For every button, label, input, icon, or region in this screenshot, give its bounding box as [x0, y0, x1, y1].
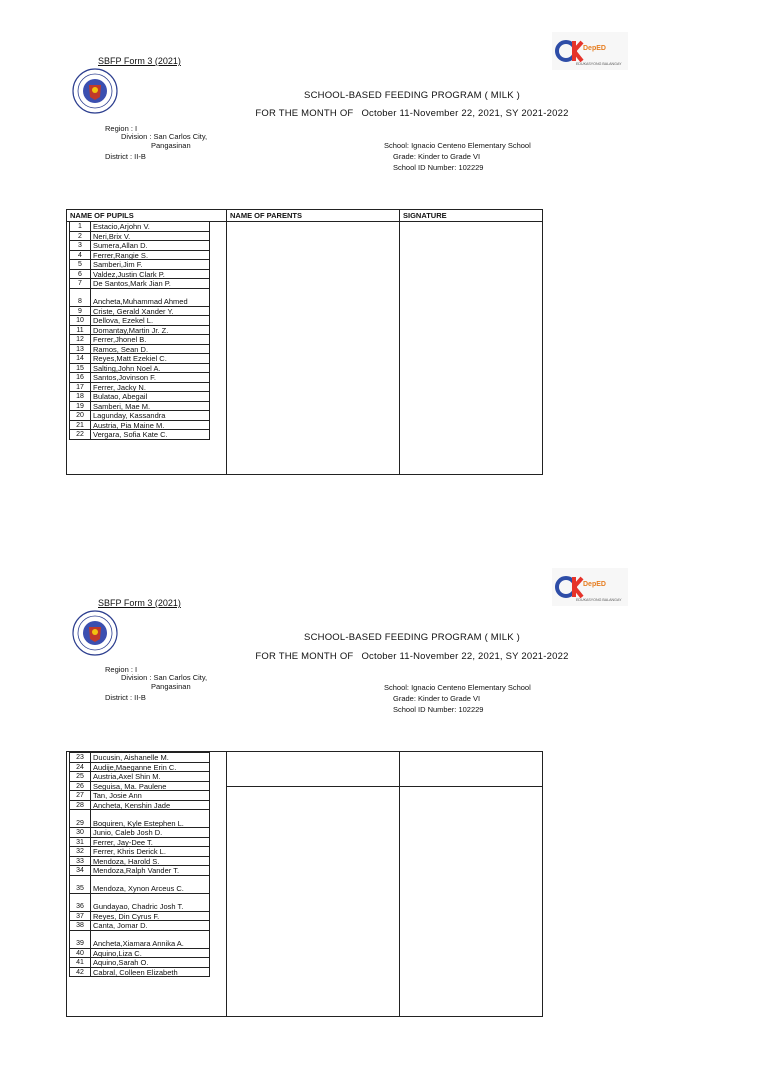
row-number: 15 [70, 363, 91, 373]
month-prefix: FOR THE MONTH OF [255, 108, 354, 119]
pupil-name: Ferrer,Jhonel B. [91, 335, 210, 345]
table-row [70, 781, 210, 791]
pupil-name: Bulatao, Abegail [91, 392, 210, 402]
pupil-name: Gundayao, Chadric Josh T. [91, 893, 210, 911]
pupil-name: Ramos, Sean D. [91, 344, 210, 354]
table-row [70, 967, 210, 977]
table-row [70, 847, 210, 857]
row-number: 25 [70, 772, 91, 782]
row-number: 8 [70, 288, 91, 306]
table-row [70, 930, 210, 948]
table-row [70, 288, 210, 306]
form-title: SBFP Form 3 (2021) [98, 56, 181, 66]
table-row [70, 837, 210, 847]
row-number: 30 [70, 828, 91, 838]
table-row [70, 392, 210, 402]
row-number: 37 [70, 911, 91, 921]
district-label: District : II-B [105, 693, 146, 702]
pupil-name: Ancheta,Xiamara Annika A. [91, 930, 210, 948]
logo-subtext: EDUKASYONG BALANGAY [576, 62, 622, 66]
table-row [70, 828, 210, 838]
pupil-name: Austria, Pia Maine M. [91, 420, 210, 430]
pupil-name: Mendoza, Xynon Arceus C. [91, 875, 210, 893]
row-number: 12 [70, 335, 91, 345]
month-prefix: FOR THE MONTH OF [255, 651, 354, 662]
table-row [70, 762, 210, 772]
region-label: Region : I [105, 665, 138, 674]
pupil-name: Reyes, Din Cyrus F. [91, 911, 210, 921]
row-number: 7 [70, 279, 91, 289]
row-number: 14 [70, 354, 91, 364]
column-divider [226, 752, 227, 1016]
division-label-cont: Pangasinan [151, 682, 191, 691]
table-row [70, 921, 210, 931]
division-label-cont: Pangasinan [151, 141, 191, 150]
row-number: 24 [70, 762, 91, 772]
row-number: 35 [70, 875, 91, 893]
row-number: 29 [70, 810, 91, 828]
row-number: 17 [70, 382, 91, 392]
row-number: 34 [70, 866, 91, 876]
table-row [70, 875, 210, 893]
month-value: October 11-November 22, 2021, SY 2021-2022 [361, 108, 569, 119]
table-row [70, 279, 210, 289]
pupils-table-2 [69, 752, 210, 977]
pupil-name: Criste, Gerald Xander Y. [91, 306, 210, 316]
deped-logo-icon [552, 568, 628, 606]
pupil-name: Ferrer, Jay-Dee T. [91, 837, 210, 847]
pupil-name: Samberi,Jim F. [91, 260, 210, 270]
row-number: 39 [70, 930, 91, 948]
row-number: 36 [70, 893, 91, 911]
pupil-name: Junio, Caleb Josh D. [91, 828, 210, 838]
school-id-label: School ID Number: 102229 [393, 163, 484, 172]
pupil-name: Sumera,Allan D. [91, 241, 210, 251]
row-number: 21 [70, 420, 91, 430]
pupil-name: Austria,Axel Shin M. [91, 772, 210, 782]
month-line [28, 651, 768, 662]
table-row [70, 354, 210, 364]
table-row [70, 791, 210, 801]
pupil-name: Mendoza,Ralph Vander T. [91, 866, 210, 876]
district-label: District : II-B [105, 152, 146, 161]
row-number: 10 [70, 316, 91, 326]
row-divider [226, 786, 542, 787]
pupil-name: Ferrer,Rangie S. [91, 250, 210, 260]
school-label: School: Ignacio Centeno Elementary School [384, 683, 531, 692]
table-row [70, 222, 210, 232]
form-page-2 [0, 565, 768, 1065]
row-number: 32 [70, 847, 91, 857]
school-id-label: School ID Number: 102229 [393, 705, 484, 714]
row-number: 42 [70, 967, 91, 977]
pupil-name: Valdez,Justin Clark P. [91, 269, 210, 279]
pupil-name: Aquino,Sarah O. [91, 958, 210, 968]
table-row [70, 373, 210, 383]
row-number: 3 [70, 241, 91, 251]
pupil-name: Ferrer, Jacky N. [91, 382, 210, 392]
row-number: 6 [70, 269, 91, 279]
column-divider [226, 210, 227, 474]
pupil-name: Boquiren, Kyle Estephen L. [91, 810, 210, 828]
pupil-name: Canta, Jomar D. [91, 921, 210, 931]
row-number: 19 [70, 401, 91, 411]
row-number: 1 [70, 222, 91, 232]
row-number: 28 [70, 800, 91, 810]
month-value: October 11-November 22, 2021, SY 2021-2022 [361, 651, 569, 662]
table-row [70, 420, 210, 430]
row-number: 27 [70, 791, 91, 801]
pupil-name: Ancheta, Kenshin Jade [91, 800, 210, 810]
table-row [70, 335, 210, 345]
row-number: 20 [70, 411, 91, 421]
row-number: 16 [70, 373, 91, 383]
program-title: SCHOOL-BASED FEEDING PROGRAM ( MILK ) [304, 90, 520, 101]
header-signature: SIGNATURE [403, 211, 447, 220]
pupil-name: Santos,Jovinson F. [91, 373, 210, 383]
school-label: School: Ignacio Centeno Elementary School [384, 141, 531, 150]
row-number: 5 [70, 260, 91, 270]
pupil-name: Lagunday, Kassandra [91, 411, 210, 421]
table-row [70, 231, 210, 241]
table-row [70, 241, 210, 251]
row-number: 26 [70, 781, 91, 791]
row-number: 18 [70, 392, 91, 402]
table-row [70, 250, 210, 260]
deped-logo-icon [552, 32, 628, 70]
pupil-name: De Santos,Mark Jian P. [91, 279, 210, 289]
pupil-name: Samberi, Mae M. [91, 401, 210, 411]
row-number: 40 [70, 948, 91, 958]
pupil-name: Domantay,Martin Jr. Z. [91, 325, 210, 335]
pupil-name: Ferrer, Khris Derick L. [91, 847, 210, 857]
row-number: 22 [70, 430, 91, 440]
program-title: SCHOOL-BASED FEEDING PROGRAM ( MILK ) [304, 632, 520, 643]
pupil-name: Tan, Josie Ann [91, 791, 210, 801]
table-row [70, 800, 210, 810]
table-row [70, 948, 210, 958]
pupil-name: Cabral, Colleen Elizabeth [91, 967, 210, 977]
table-row [70, 382, 210, 392]
logo-text: DepED [583, 45, 606, 52]
column-divider [399, 210, 400, 474]
table-row [70, 810, 210, 828]
row-number: 9 [70, 306, 91, 316]
column-divider [399, 752, 400, 1016]
row-number: 41 [70, 958, 91, 968]
table-row [70, 772, 210, 782]
row-number: 31 [70, 837, 91, 847]
division-label: Division : San Carlos City, [121, 132, 208, 141]
table-row [70, 866, 210, 876]
table-row [70, 325, 210, 335]
table-row [70, 958, 210, 968]
row-number: 33 [70, 856, 91, 866]
pupil-name: Neri,Brix V. [91, 231, 210, 241]
row-number: 11 [70, 325, 91, 335]
table-row [70, 411, 210, 421]
pupil-name: Audije,Maeganne Erin C. [91, 762, 210, 772]
table-row [70, 260, 210, 270]
month-line [28, 108, 768, 119]
division-label: Division : San Carlos City, [121, 673, 208, 682]
header-parents: NAME OF PARENTS [230, 211, 302, 220]
pupils-table-1 [69, 221, 210, 440]
row-number: 38 [70, 921, 91, 931]
row-number: 4 [70, 250, 91, 260]
pupil-name: Dellova, Ezekel L. [91, 316, 210, 326]
table-row [70, 401, 210, 411]
table-row [70, 344, 210, 354]
row-number: 13 [70, 344, 91, 354]
grade-label: Grade: Kinder to Grade VI [393, 152, 481, 161]
logo-subtext: EDUKASYONG BALANGAY [576, 598, 622, 602]
table-row [70, 363, 210, 373]
pupil-name: Salting,John Noel A. [91, 363, 210, 373]
pupil-name: Estacio,Arjohn V. [91, 222, 210, 232]
table-row [70, 856, 210, 866]
pupil-name: Vergara, Sofia Kate C. [91, 430, 210, 440]
table-row [70, 753, 210, 763]
header-pupils: NAME OF PUPILS [70, 211, 134, 220]
pupil-name: Ancheta,Muhammad Ahmed [91, 288, 210, 306]
pupil-name: Mendoza, Harold S. [91, 856, 210, 866]
row-number: 23 [70, 753, 91, 763]
table-row [70, 306, 210, 316]
region-label: Region : I [105, 124, 138, 133]
pupil-name: Seguisa, Ma. Paulene [91, 781, 210, 791]
row-number: 2 [70, 231, 91, 241]
pupil-name: Aquino,Liza C. [91, 948, 210, 958]
table-row [70, 911, 210, 921]
logo-text: DepED [583, 581, 606, 588]
form-title: SBFP Form 3 (2021) [98, 598, 181, 608]
table-row [70, 316, 210, 326]
grade-label: Grade: Kinder to Grade VI [393, 694, 481, 703]
table-row [70, 893, 210, 911]
table-row [70, 430, 210, 440]
table-row [70, 269, 210, 279]
pupil-name: Ducusin, Aishanelle M. [91, 753, 210, 763]
pupil-name: Reyes,Matt Ezekiel C. [91, 354, 210, 364]
